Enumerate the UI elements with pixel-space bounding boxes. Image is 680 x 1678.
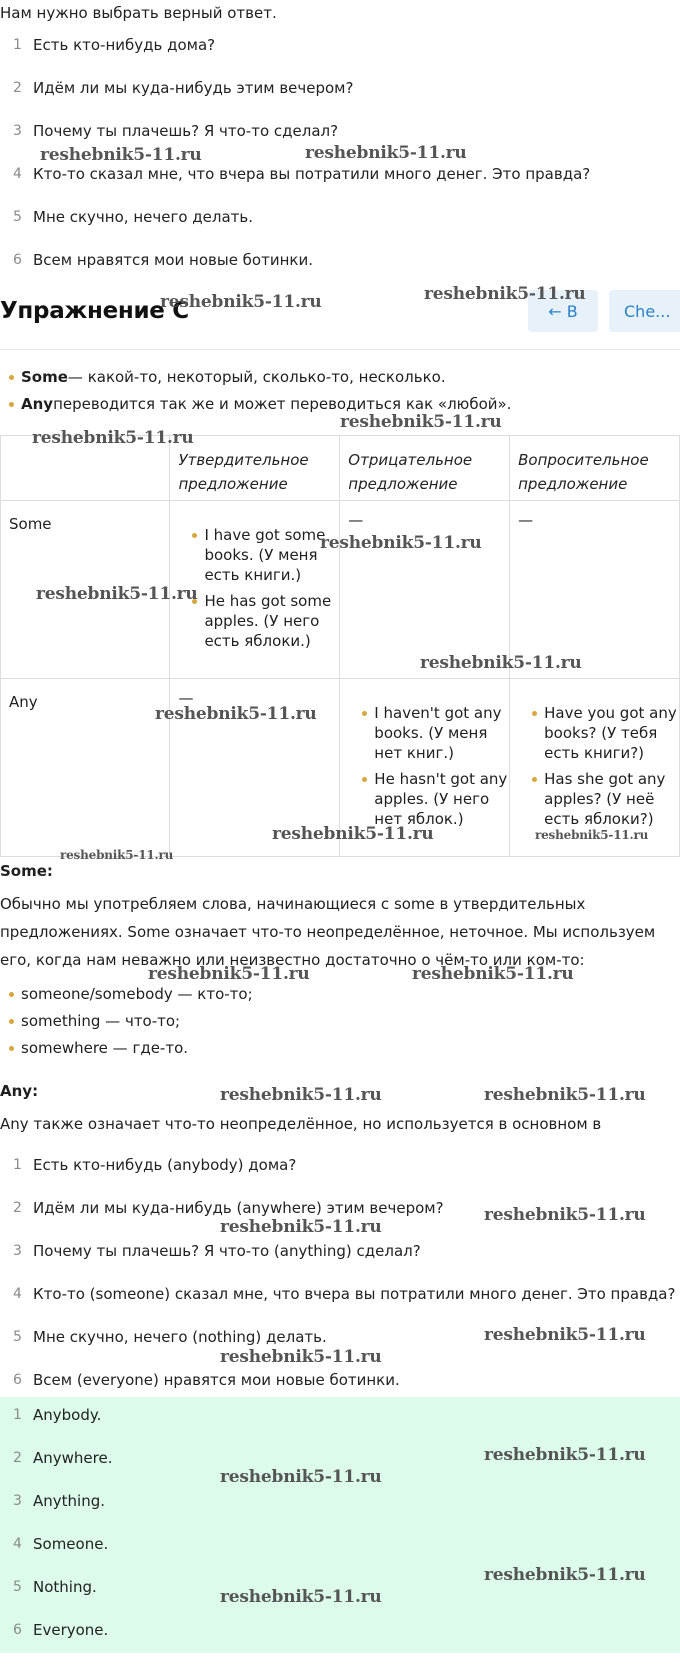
watermark: reshebnik5-11.ru xyxy=(484,1205,646,1225)
answer-item: 2 Anywhere. xyxy=(13,1449,113,1467)
list-item: 6 Всем (everyone) нравятся мои новые ботинки. xyxy=(13,1371,400,1389)
list-item: someone/somebody — кто-то; xyxy=(9,985,253,1003)
item-number: 1 xyxy=(13,37,22,53)
row-label: Some xyxy=(1,501,170,679)
list-item xyxy=(0,119,338,143)
watermark: reshebnik5-11.ru xyxy=(60,848,174,862)
list-item: something — что-то; xyxy=(9,1012,180,1030)
watermark: reshebnik5-11.ru xyxy=(420,653,582,673)
watermark: reshebnik5-11.ru xyxy=(484,1565,646,1585)
bullet-icon xyxy=(532,777,537,782)
example-item: I haven't got any books. (У меня нет книг.) xyxy=(340,703,509,763)
bullet-icon xyxy=(362,711,367,716)
watermark: reshebnik5-11.ru xyxy=(484,1325,646,1345)
item-text: Кто-то сказал мне, что вчера вы потратили много денег. Это правда? xyxy=(33,165,591,183)
item-text: Идём ли мы куда-нибудь этим вечером? xyxy=(33,79,354,97)
list-item: 1 Есть кто-нибудь (anybody) дома? xyxy=(13,1156,297,1174)
list-item: somewhere — где-то. xyxy=(9,1039,188,1057)
list-item: 4 Кто-то (someone) сказал мне, что вчера вы потратили много денег. Это правда? xyxy=(13,1285,676,1303)
divider xyxy=(0,349,680,350)
header-cell: Отрицательное предложение xyxy=(340,436,510,501)
watermark: reshebnik5-11.ru xyxy=(484,1445,646,1465)
watermark: reshebnik5-11.ru xyxy=(220,1217,382,1237)
rule-text: переводится так же и может переводиться как «любой». xyxy=(53,395,512,413)
watermark: reshebnik5-11.ru xyxy=(148,964,310,984)
list-item xyxy=(0,162,590,186)
example-item: He has got some apples. (У него есть яблоки.) xyxy=(170,591,339,651)
example-item: Has she got any apples? (У неё есть яблоки?) xyxy=(510,769,679,829)
exercise-title: Упражнение С xyxy=(0,298,189,324)
list-item xyxy=(0,248,313,272)
next-exercise-button[interactable]: Che... xyxy=(609,290,680,332)
watermark: reshebnik5-11.ru xyxy=(36,584,198,604)
item-number: 5 xyxy=(13,209,22,225)
item-number: 4 xyxy=(13,166,22,182)
item-number: 6 xyxy=(13,252,22,268)
item-number: 3 xyxy=(13,123,22,139)
rule-term: Some xyxy=(21,368,68,386)
header-cell: Вопросительное предложение xyxy=(510,436,680,501)
table-cell: — xyxy=(340,501,510,679)
list-item xyxy=(0,76,353,100)
item-text: Мне скучно, нечего делать. xyxy=(33,208,253,226)
answer-item: 4 Someone. xyxy=(13,1535,109,1553)
answer-item: 5 Nothing. xyxy=(13,1578,97,1596)
rule-term: Any xyxy=(21,395,54,413)
watermark: reshebnik5-11.ru xyxy=(155,704,317,724)
watermark: reshebnik5-11.ru xyxy=(305,143,467,163)
answer-item: 3 Anything. xyxy=(13,1492,105,1510)
watermark: reshebnik5-11.ru xyxy=(340,412,502,432)
any-paragraph: Any также означает что-то неопределённое, но используется в основном в xyxy=(0,1115,602,1133)
item-text: Есть кто-нибудь дома? xyxy=(33,36,216,54)
bullet-icon xyxy=(532,711,537,716)
watermark: reshebnik5-11.ru xyxy=(484,1085,646,1105)
bullet-icon xyxy=(9,1019,14,1024)
example-item: I have got some books. (У меня есть книги.) xyxy=(170,525,339,585)
some-paragraph: Обычно мы употребляем слова, начинающиеся с some в утвердительных предложениях. Some означает что-то неопределённое, неточное. Мы используем его, когда нам неважно или неизвестно достаточно о чём-то или ком-то: xyxy=(0,895,656,969)
table-cell: — xyxy=(170,679,340,857)
item-text: Всем нравятся мои новые ботинки. xyxy=(33,251,313,269)
table-cell: — xyxy=(510,501,680,679)
list-item xyxy=(0,205,253,229)
list-item: 5 Мне скучно, нечего (nothing) делать. xyxy=(13,1328,327,1346)
item-number: 2 xyxy=(13,80,22,96)
bullet-icon xyxy=(192,533,197,538)
rule-item xyxy=(9,395,511,413)
answer-item: 6 Everyone. xyxy=(13,1621,109,1639)
row-label: Any xyxy=(1,679,170,857)
section-heading-some: Some: xyxy=(0,862,53,880)
list-item xyxy=(0,33,215,57)
watermark: reshebnik5-11.ru xyxy=(40,145,202,165)
header-cell: Утвердительное предложение xyxy=(170,436,340,501)
watermark: reshebnik5-11.ru xyxy=(412,964,574,984)
intro-text: Нам нужно выбрать верный ответ. xyxy=(0,4,277,22)
watermark: reshebnik5-11.ru xyxy=(32,428,194,448)
bullet-icon xyxy=(9,1046,14,1051)
bullet-icon xyxy=(9,992,14,997)
watermark: reshebnik5-11.ru xyxy=(220,1085,382,1105)
answers-block xyxy=(0,1397,680,1653)
list-item: 2 Идём ли мы куда-нибудь (anywhere) этим вечером? xyxy=(13,1199,444,1217)
list-item: 3 Почему ты плачешь? Я что-то (anything) сделал? xyxy=(13,1242,421,1260)
example-item: He hasn't got any apples. (У него нет яблок.) xyxy=(340,769,509,829)
bullet-icon xyxy=(362,777,367,782)
section-heading-any: Any: xyxy=(0,1082,39,1100)
bullet-icon xyxy=(9,402,14,407)
item-text: Почему ты плачешь? Я что-то сделал? xyxy=(33,122,339,140)
prev-exercise-button[interactable]: ← В xyxy=(528,290,598,332)
grammar-table xyxy=(0,435,680,857)
watermark: reshebnik5-11.ru xyxy=(220,1587,382,1607)
watermark: reshebnik5-11.ru xyxy=(220,1467,382,1487)
watermark: reshebnik5-11.ru xyxy=(424,284,586,304)
watermark: reshebnik5-11.ru xyxy=(272,824,434,844)
rule-text: — какой-то, некоторый, сколько-то, несколько. xyxy=(67,368,446,386)
watermark: reshebnik5-11.ru xyxy=(535,828,649,842)
rule-item xyxy=(9,368,446,386)
answer-item: 1 Anybody. xyxy=(13,1406,102,1424)
example-item: Have you got any books? (У тебя есть книги?) xyxy=(510,703,679,763)
watermark: reshebnik5-11.ru xyxy=(160,292,322,312)
watermark: reshebnik5-11.ru xyxy=(220,1347,382,1367)
bullet-icon xyxy=(9,375,14,380)
watermark: reshebnik5-11.ru xyxy=(320,533,482,553)
